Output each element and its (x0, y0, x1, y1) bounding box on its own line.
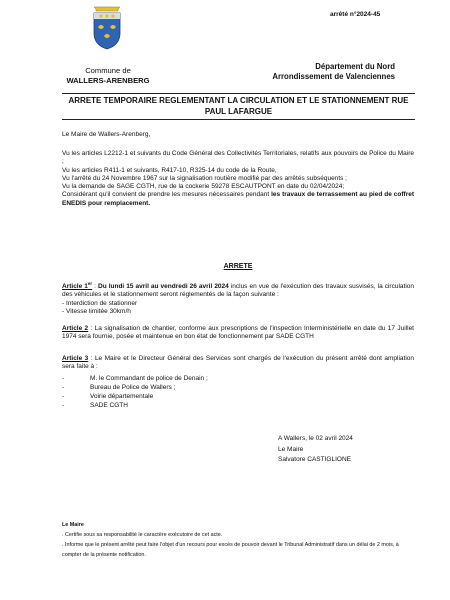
article-1-item: - Interdiction de stationner (62, 299, 138, 307)
signatory-role: Le Maire (278, 445, 304, 453)
signature-block (278, 434, 418, 466)
vu-line-1: Vu les articles L2212-1 et suivants du Code Général des Collectivités Territoriales, relatifs aux pouvoirs de Police du Maire ; (62, 150, 414, 166)
preamble (62, 150, 414, 208)
coat-of-arms-icon (90, 5, 124, 51)
article-1 (62, 280, 414, 316)
place-date: A Wallers, le 02 avril 2024 (278, 435, 353, 442)
commune-block (62, 66, 154, 86)
recipients-list (62, 374, 414, 411)
article-1-dates: Du lundi 15 avril au vendredi 26 avril 2024 (98, 283, 229, 291)
arrondissement: Arrondissement de Valenciennes (272, 72, 395, 81)
list-item: - M. le Commandant de police de Denain ; (62, 374, 208, 382)
signatory-name: Salvatore CASTIGLIONE (278, 456, 351, 463)
article-1-item: - Vitesse limitée 30km/h (62, 308, 131, 316)
article-1-text: inclus en vue de l'exécution des travaux susvisés, la circulation des véhicules et le stationnement seront réglementés de la façon suivante : (62, 283, 414, 299)
commune-name: WALLERS-ARENBERG (66, 76, 150, 85)
vu-line-4: Vu la demande de SAGE CGTH, rue de la cockerie 59278 ESCAUTPONT en date du 02/04/2024; (62, 183, 345, 191)
title-bottom-rule (62, 119, 415, 120)
considerant-text: Considérant qu'il convient de prendre les mesures nécessaires pendant (62, 191, 272, 199)
considerant (62, 191, 414, 208)
commune-prefix: Commune de (85, 66, 131, 75)
arrete-heading: ARRETE (223, 263, 253, 270)
title-top-rule (62, 93, 415, 94)
article-2 (62, 325, 414, 342)
article-3-label: Article 3 (62, 355, 89, 362)
mayor-line: Le Maire de Wallers-Arenberg, (62, 131, 151, 138)
considerant-works: les travaux de terrassement au pied de coffret ENEDIS pour remplacement. (62, 191, 414, 207)
article-2-label: Article 2 (62, 325, 89, 332)
vu-line-2: Vu les articles R411-1 et suivants, R417-10, R325-14 du code de la Route, (62, 166, 277, 174)
article-3-text: : Le Maire et le Directeur Général des Services sont chargés de l'exécution du présent arrêté dont ampliation sera faite à : (62, 355, 414, 371)
article-1-colon: : (92, 283, 99, 291)
article-2-text: : La signalisation de chantier, conforme aux prescriptions de l'inspection Interministérielle en date du 17 Juillet 1974 sera fournie, posée et maintenue en bon état de fonctionnement par SADE CGTH (62, 325, 414, 341)
article-3 (62, 355, 414, 411)
footer-line-1: . Certifie sous sa responsabilité le caractère exécutoire de cet acte. (62, 532, 223, 538)
document-title: ARRETE TEMPORAIRE REGLEMENTANT LA CIRCULATION ET LE STATIONNEMENT RUE PAUL LAFARGUE (68, 96, 409, 116)
department-block (255, 62, 395, 82)
department: Département du Nord (315, 62, 395, 71)
list-item: - SADE CGTH (62, 402, 128, 410)
article-1-label: Article 1er (62, 281, 93, 291)
mayor-intro (62, 131, 414, 139)
legal-footer (62, 520, 414, 560)
list-item: - Voirie départementale (62, 393, 154, 401)
arrete-number: arrêté n°2024-45 (330, 11, 381, 18)
list-item: - Bureau de Police de Wallers ; (62, 383, 176, 391)
vu-line-3: Vu l'arrêté du 24 Novembre 1967 sur la signalisation routière modifié par des arrêtés subséquents ; (62, 174, 347, 182)
footer-line-2: . Informe que le présent arrêté peut faire l'objet d'un recours pour excès de pouvoir devant le Tribunal Administratif dans un délai de 2 mois, à compter de la présente notification. (62, 542, 399, 558)
footer-heading: Le Maire (62, 522, 84, 528)
